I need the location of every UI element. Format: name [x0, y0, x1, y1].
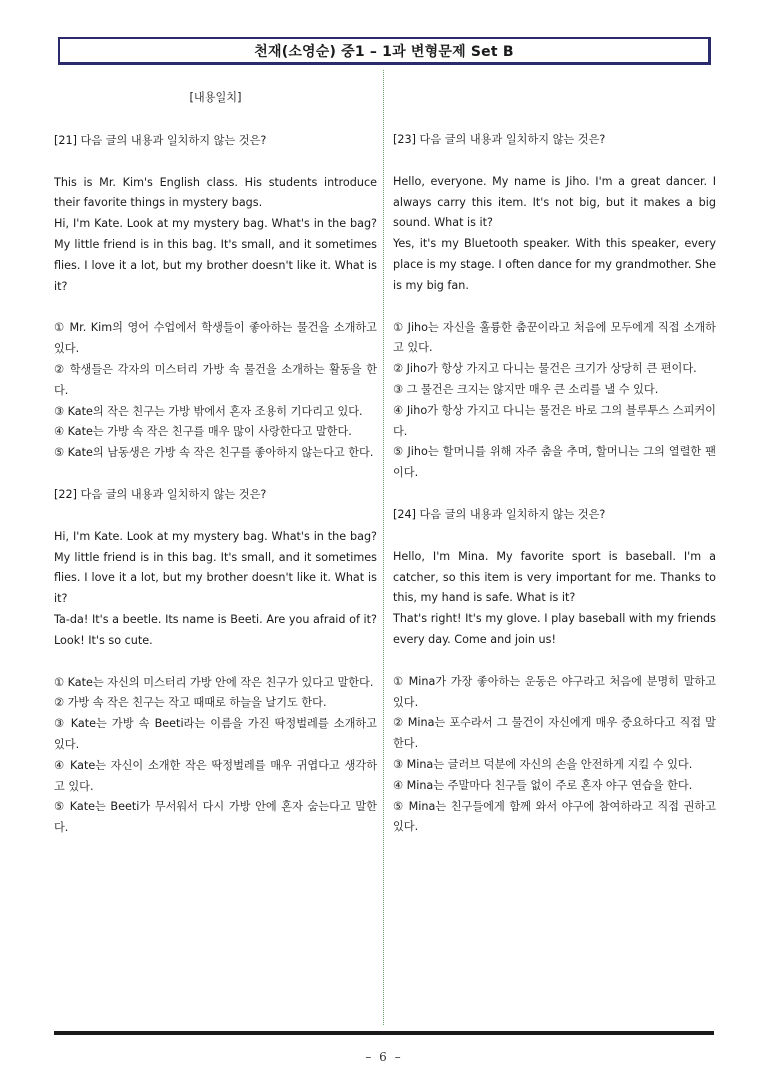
answer-option-5[interactable]: ⑤ Mina는 친구들에게 함께 와서 야구에 참여하라고 직접 권하고 있다. [393, 799, 716, 834]
passage-paragraph: Hello, I'm Mina. My favorite sport is baseball. I'm a catcher, so this item is very important for me. Thanks to this, my hand is safe. What is it? [393, 549, 716, 605]
answer-option-5[interactable]: ⑤ Jiho는 할머니를 위해 자주 춤을 추며, 할머니는 그의 열렬한 팬이다. [393, 445, 716, 480]
page-number: – 6 – [365, 1050, 403, 1064]
left-column [54, 88, 377, 860]
answer-options [54, 318, 377, 464]
answer-option-4[interactable]: ④ Mina는 주말마다 친구들 없이 주로 혼자 야구 연습을 한다. [393, 778, 693, 792]
answer-option-1[interactable]: ① Kate는 자신의 미스터리 가방 안에 작은 친구가 있다고 말한다. [54, 675, 374, 689]
question-passage [54, 527, 377, 652]
answer-option-4[interactable]: ④ Kate는 가방 속 작은 친구를 매우 많이 사랑한다고 말한다. [54, 425, 352, 439]
answer-options [54, 673, 377, 839]
answer-option-3[interactable]: ③ Kate는 가방 속 Beeti라는 이름을 가진 딱정벌레를 소개하고 있다. [54, 717, 377, 751]
page-header [58, 37, 711, 65]
question-21 [54, 131, 377, 464]
question-title: [24] 다음 글의 내용과 일치하지 않는 것은? [393, 507, 606, 521]
passage-paragraph: Hello, everyone. My name is Jiho. I'm a great dancer. I always carry this item. It's not big, but it makes a big sound. What is it? [393, 174, 716, 230]
question-23 [393, 130, 716, 484]
answer-option-4[interactable]: ④ Jiho가 항상 가지고 다니는 물건은 바로 그의 블루투스 스피커이다. [393, 403, 716, 438]
question-24 [393, 505, 716, 838]
passage-paragraph: Ta-da! It's a beetle. Its name is Beeti. Are you afraid of it? Look! It's so cute. [54, 612, 377, 647]
answer-options [393, 672, 716, 838]
answer-option-2[interactable]: ② 학생들은 각자의 미스터리 가방 속 물건을 소개하는 활동을 한다. [54, 362, 377, 397]
answer-option-5[interactable]: ⑤ Kate의 남동생은 가방 속 작은 친구를 좋아하지 않는다고 한다. [54, 446, 374, 460]
answer-option-1[interactable]: ① Jiho는 자신을 훌륭한 춤꾼이라고 처음에 모두에게 직접 소개하고 있다. [393, 320, 716, 355]
page-title: 천재(소영순) 중1 – 1과 변형문제 Set B [254, 43, 514, 60]
question-passage [393, 547, 716, 651]
passage-paragraph: Yes, it's my Bluetooth speaker. With this speaker, every place is my stage. I often dance for my grandmother. She is my big fan. [393, 237, 717, 292]
question-title: [21] 다음 글의 내용과 일치하지 않는 것은? [54, 133, 267, 147]
footer-rule [54, 1031, 714, 1035]
right-column [393, 130, 716, 859]
answer-options [393, 318, 716, 484]
answer-option-1[interactable]: ① Mr. Kim의 영어 수업에서 학생들이 좋아하는 물건을 소개하고 있다. [54, 321, 377, 356]
question-title: [23] 다음 글의 내용과 일치하지 않는 것은? [393, 133, 606, 146]
column-divider [383, 70, 384, 1025]
answer-option-5[interactable]: ⑤ Kate는 Beeti가 무서워서 다시 가방 안에 혼자 숨는다고 말한다. [54, 800, 377, 835]
question-22 [54, 485, 377, 839]
passage-paragraph: Hi, I'm Kate. Look at my mystery bag. What's in the bag? My little friend is in this bag. It's small, and it sometimes flies. I love it a lot, but my brother doesn't like it. What is it? [54, 217, 377, 293]
passage-paragraph: Hi, I'm Kate. Look at my mystery bag. What's in the bag? My little friend is in this bag. It's small, and it sometimes flies. I love it a lot, but my brother doesn't like it. What is it? [54, 529, 377, 606]
passage-paragraph: That's right! It's my glove. I play baseball with my friends every day. Come and join us! [393, 612, 716, 646]
question-title: [22] 다음 글의 내용과 일치하지 않는 것은? [54, 487, 267, 501]
section-label: [내용일치] [189, 91, 242, 104]
answer-option-1[interactable]: ① Mina가 가장 좋아하는 운동은 야구라고 처음에 분명히 말하고 있다. [393, 674, 716, 709]
answer-option-3[interactable]: ③ Kate의 작은 친구는 가방 밖에서 혼자 조용히 기다리고 있다. [54, 404, 363, 418]
answer-option-3[interactable]: ③ 그 물건은 크지는 않지만 매우 큰 소리를 낼 수 있다. [393, 382, 659, 396]
answer-option-4[interactable]: ④ Kate는 자신이 소개한 작은 딱정벌레를 매우 귀엽다고 생각하고 있다. [54, 758, 377, 793]
passage-paragraph: This is Mr. Kim's English class. His students introduce their favorite things in mystery bags. [54, 175, 377, 210]
answer-option-2[interactable]: ② Jiho가 항상 가지고 다니는 물건은 크기가 상당히 큰 편이다. [393, 362, 697, 376]
question-passage [393, 172, 716, 297]
answer-option-2[interactable]: ② Mina는 포수라서 그 물건이 자신에게 매우 중요하다고 직접 말한다. [393, 716, 716, 751]
answer-option-2[interactable]: ② 가방 속 작은 친구는 작고 때때로 하늘을 날기도 한다. [54, 696, 327, 710]
question-passage [54, 173, 377, 298]
answer-option-3[interactable]: ③ Mina는 글러브 덕분에 자신의 손을 안전하게 지킬 수 있다. [393, 757, 693, 771]
